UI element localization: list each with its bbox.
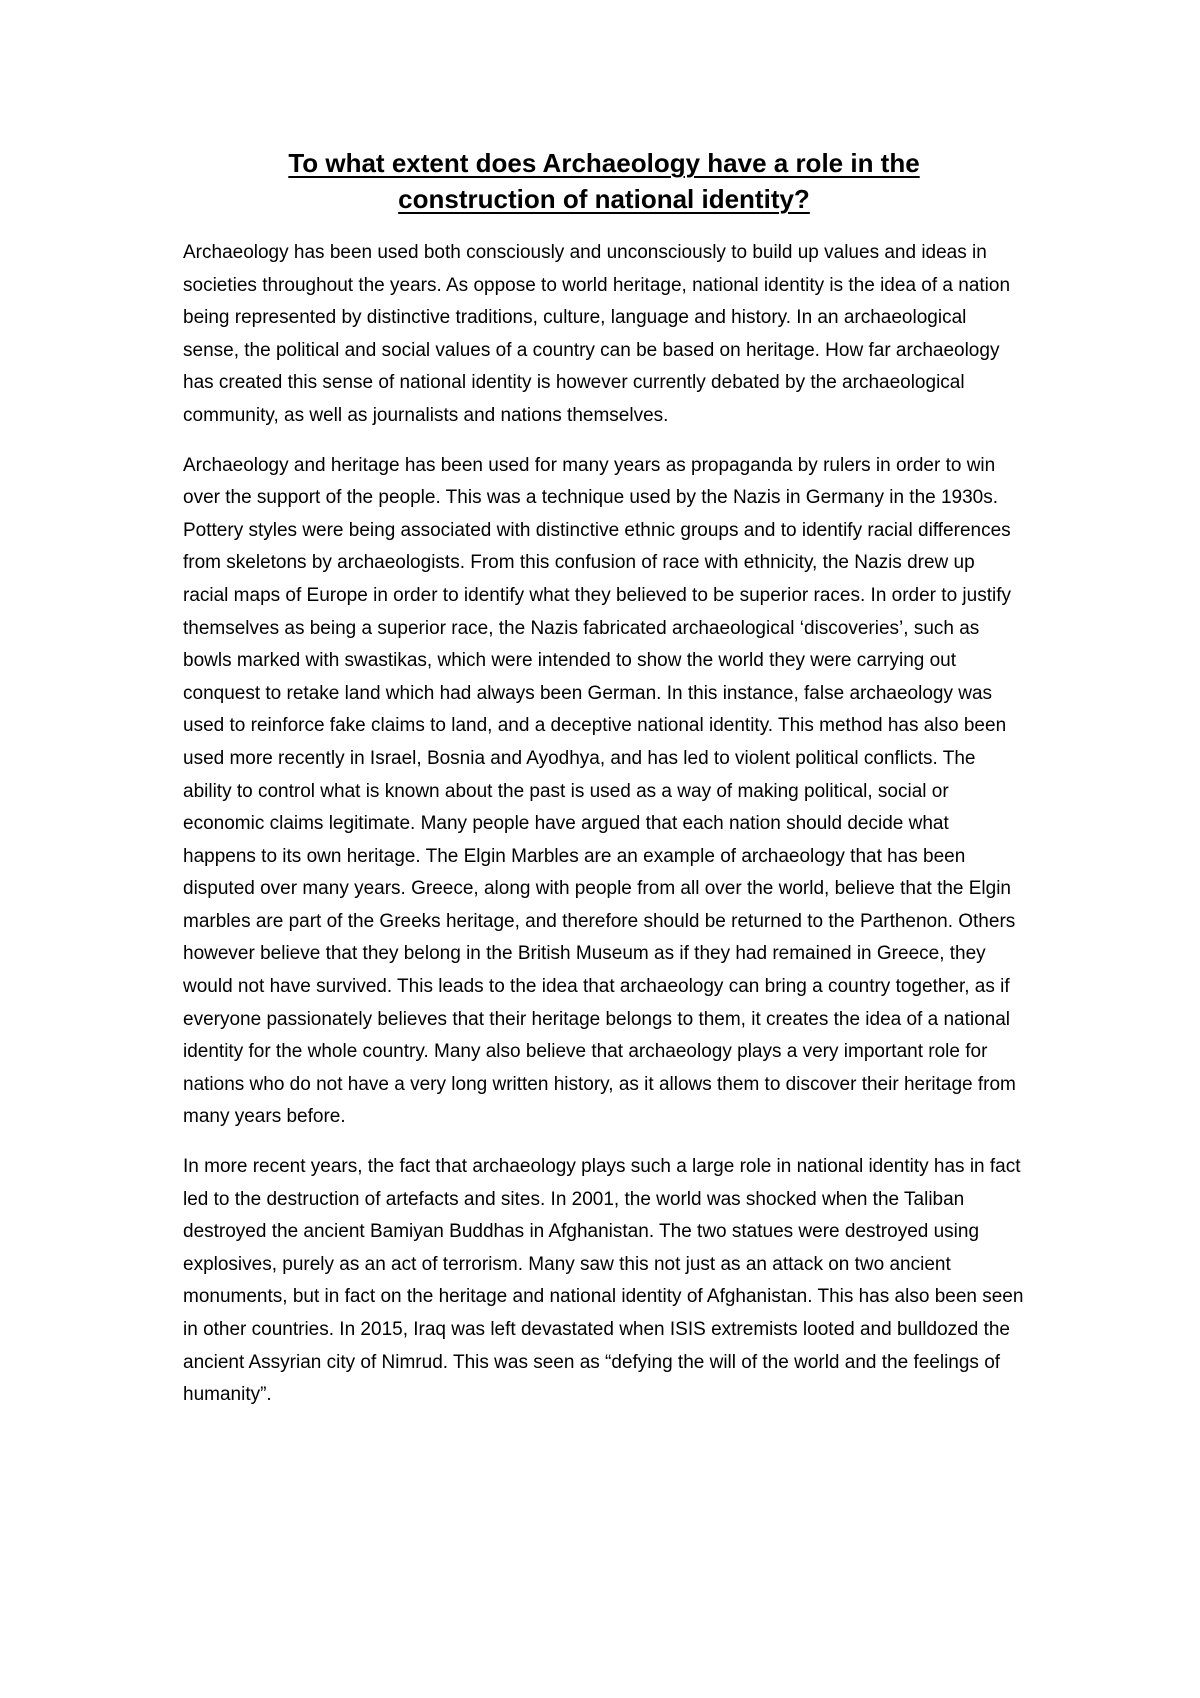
document-title xyxy=(183,145,1025,217)
title-line-2: construction of national identity? xyxy=(398,184,810,214)
paragraph-introduction: Archaeology has been used both consciously and unconsciously to build up values and ideas in societies throughout the years. As oppose to world heritage, national identity is the idea of a nation being represented by distinctive traditions, culture, language and history. In an archaeological sense, the political and social values of a country can be based on heritage. How far archaeology has created this sense of national identity is however currently debated by the archaeological community, as well as journalists and nations themselves. xyxy=(183,242,1011,426)
paragraph-destruction: In more recent years, the fact that archaeology plays such a large role in national identity has in fact led to the destruction of artefacts and sites. In 2001, the world was shocked when the Taliban destroyed the ancient Bamiyan Buddhas in Afghanistan. The two statues were destroyed using explosives, purely as an act of terrorism. Many saw this not just as an attack on two ancient monuments, but in fact on the heritage and national identity of Afghanistan. This has also been seen in other countries. In 2015, Iraq was left devastated when ISIS extremists looted and bulldozed the ancient Assyrian city of Nimrud. This was seen as “defying the will of the world and the feelings of humanity”. xyxy=(183,1156,1024,1406)
paragraph-propaganda: Archaeology and heritage has been used for many years as propaganda by rulers in order to win over the support of the people. This was a technique used by the Nazis in Germany in the 1930s. Pottery styles were being associated with distinctive ethnic groups and to identify racial differences from skeletons by archaeologists. From this confusion of race with ethnicity, the Nazis drew up racial maps of Europe in order to identify what they believed to be superior races. In order to justify themselves as being a superior race, the Nazis fabricated archaeological ‘discoveries’, such as bowls marked with swastikas, which were intended to show the world they were carrying out conquest to retake land which had always been German. In this instance, false archaeology was used to reinforce fake claims to land, and a deceptive national identity. This method has also been used more recently in Israel, Bosnia and Ayodhya, and has led to violent political conflicts. The ability to control what is known about the past is used as a way of making political, social or economic claims legitimate. Many people have argued that each nation should decide what happens to its own heritage. The Elgin Marbles are an example of archaeology that has been disputed over many years. Greece, along with people from all over the world, believe that the Elgin marbles are part of the Greeks heritage, and therefore should be returned to the Parthenon. Others however believe that they belong in the British Museum as if they had remained in Greece, they would not have survived. This leads to the idea that archaeology can bring a country together, as if everyone passionately believes that their heritage belongs to them, it creates the idea of a national identity for the whole country. Many also believe that archaeology plays a very important role for nations who do not have a very long written history, as it allows them to discover their heritage from many years before. xyxy=(183,454,1016,1128)
title-line-1: To what extent does Archaeology have a role in the xyxy=(288,148,920,178)
